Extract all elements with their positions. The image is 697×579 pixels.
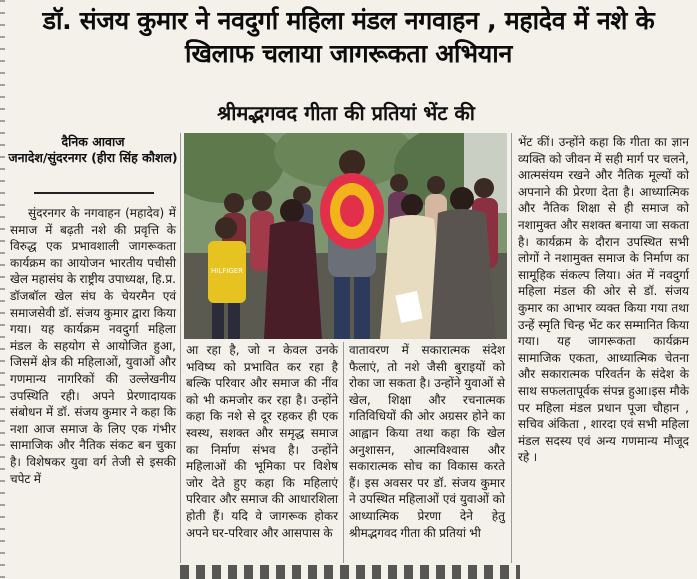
event-photo-illustration xyxy=(184,133,507,339)
byline-dateline: जनादेश/सुंदरनगर (हीरा सिंह कौशल) xyxy=(8,150,178,165)
event-photo xyxy=(184,133,507,339)
article-column-4 xyxy=(518,134,689,466)
cropped-text-strip xyxy=(180,565,520,579)
article-text-col2: आ रहा है, जो न केवल उनके भविष्य को प्रभावित कर रहा है बल्कि परिवार और समाज की नींव को भी कमजोर कर रहा है। उन्होंने कहा कि नशे से दूर रहकर ही एक स्वस्थ, सशक्त और समृद्ध समाज का निर्माण संभव है। उन्होंने महिलाओं की भूमिका पर विशेष जोर देते हुए कहा कि महिलाएं परिवार और समाज की आधारशिला होती हैं। यदि वे जागरूक होकर अपने घर-परिवार और आसपास के xyxy=(186,343,338,540)
column-divider xyxy=(511,133,512,563)
subheadline: श्रीमद्भगवद गीता की प्रतियां भेंट की xyxy=(217,101,475,125)
article-text-col3: वातावरण में सकारात्मक संदेश फैलाएं, तो नशे जैसी बुराइयों को रोका जा सकता है। उन्होंने युवाओं से खेल, शिक्षा और रचनात्मक गतिविधियों की ओर अग्रसर होने का आह्वान किया तथा कहा कि खेल अनुशासन, आत्मविश्वास और सकारात्मक सोच का विकास करते हैं। इस अवसर पर डॉ. संजय कुमार ने उपस्थित महिलाओं एवं युवाओं को आध्यात्मिक प्रेरणा देने हेतु श्रीमद्भगवद गीता की प्रतियां भी xyxy=(349,343,505,540)
article-column-1 xyxy=(10,205,176,487)
article-column-2 xyxy=(186,342,338,541)
article-text-col1: सुंदरनगर के नगवाहन (महादेव) में समाज में बढ़ती नशे की प्रवृत्ति के विरुद्ध एक प्रभावशाली जागरूकता कार्यक्रम का आयोजन भारतीय पचीसी खेल महासंघ के राष्ट्रीय उपाध्यक्ष, हि.प्र. डॉजबॉल खेल संघ के चेयरमैन एवं समाजसेवी डॉ. संजय कुमार द्वारा किया गया। यह कार्यक्रम नवदुर्गा महिला मंडल के सहयोग से आयोजित हुआ, जिसमें क्षेत्र की महिलाओं, युवाओं और गणमान्य नागरिकों की उल्लेखनीय उपस्थिति रही। अपने प्रेरणादायक संबोधन में डॉ. संजय कुमार ने कहा कि नशा आज समाज के लिए एक गंभीर सामाजिक और नैतिक संकट बन चुका है। विशेषकर युवा वर्ग तेजी से इसकी चपेट में xyxy=(10,206,176,486)
byline-publication: दैनिक आवाज xyxy=(61,134,125,149)
byline-rule xyxy=(34,192,154,194)
child-shirt-text: HILFIGER xyxy=(211,267,244,275)
headline: डॉ. संजय कुमार ने नवदुर्गा महिला मंडल नगवाहन , महादेव में नशे के खिलाफ चलाया जागरूकता अभियान xyxy=(42,6,655,68)
article-column-3 xyxy=(349,342,505,541)
column-divider xyxy=(343,342,344,563)
column-divider xyxy=(180,133,181,563)
byline xyxy=(8,134,178,166)
article-text-col4: भेंट कीं। उन्होंने कहा कि गीता का ज्ञान व्यक्ति को जीवन में सही मार्ग पर चलने, आत्मसंयम रखने और नैतिक मूल्यों को अपनाने की प्रेरणा देता है। आध्यात्मिक और नैतिक शिक्षा से ही समाज को नशामुक्त और सशक्त बनाया जा सकता है। कार्यक्रम के दौरान उपस्थित सभी लोगों ने नशामुक्त समाज के निर्माण का सामूहिक संकल्प लिया। अंत में नवदुर्गा महिला मंडल की ओर से डॉ. संजय कुमार का आभार व्यक्त किया गया तथा उन्हें स्मृति चिन्ह भेंट कर सम्मानित किया गया। यह जागरूकता कार्यक्रम सामाजिक एकता, आध्यात्मिक चेतना और सकारात्मक परिवर्तन के संदेश के साथ सफलतापूर्वक संपन्न हुआ।इस मौके पर महिला मंडल प्रधान पूजा चौहान , सचिव अंकिता , शारदा एवं सभी महिला मंडल सदस्य एवं अन्य गणमान्य मौजूद रहे । xyxy=(518,135,689,465)
page-edge-marks xyxy=(0,0,5,579)
